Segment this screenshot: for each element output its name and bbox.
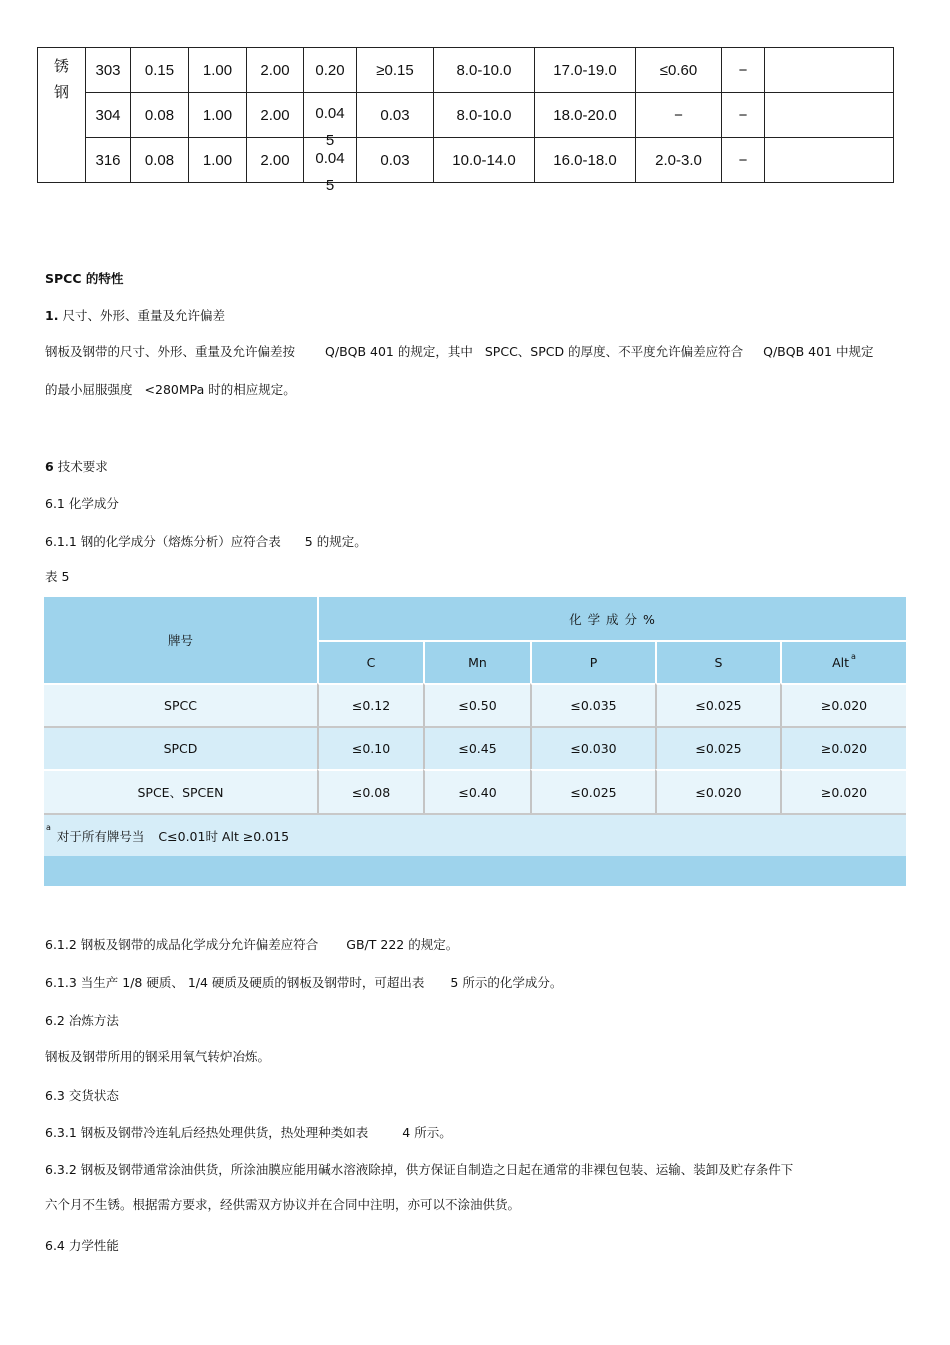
table-cell: ≤0.08 bbox=[317, 769, 423, 813]
section-number: 1. bbox=[45, 308, 59, 323]
section-6-1-heading: 6.1 化学成分 bbox=[45, 496, 119, 511]
table-cell: 2.00 bbox=[247, 93, 304, 138]
stainless-steel-table bbox=[37, 47, 894, 194]
text-fragment: 5 所示的化学成分。 bbox=[450, 975, 563, 990]
table-cell: 0.03 bbox=[357, 93, 434, 138]
footnote-marker: a bbox=[46, 823, 51, 832]
text-fragment: 5 的规定。 bbox=[304, 534, 367, 549]
table-cell: ≤0.025 bbox=[655, 683, 780, 726]
table-cell: ≥0.020 bbox=[780, 683, 906, 726]
column-header-s: S bbox=[655, 640, 780, 683]
paragraph-line: 6.3.2 钢板及钢带通常涂油供货，所涂油膜应能用碱水溶液除掉，供方保证自制造之日起在通常的非裸包包装、运输、装卸及贮存条件下 bbox=[45, 1162, 794, 1177]
table-cell: 0.03 bbox=[357, 138, 434, 183]
table-row bbox=[38, 138, 894, 183]
table-cell: ≤0.025 bbox=[655, 726, 780, 769]
paragraph-line bbox=[45, 935, 458, 953]
table-cell: − bbox=[722, 48, 765, 93]
table-cell: 303 bbox=[86, 48, 131, 93]
text-fragment: SPCC、SPCD 的厚度、不平度允许偏差应符合 bbox=[484, 344, 744, 359]
text-fragment: 的最小屈服强度 bbox=[45, 382, 133, 397]
table-cell: ≤0.45 bbox=[423, 726, 530, 769]
table-footnote bbox=[44, 813, 906, 856]
table-cell: ≤0.10 bbox=[317, 726, 423, 769]
table-cell: 8.0-10.0 bbox=[434, 48, 535, 93]
table-row bbox=[38, 48, 894, 93]
column-label: Alt bbox=[832, 655, 850, 670]
paragraph-line bbox=[45, 380, 296, 398]
table-row bbox=[38, 93, 894, 138]
table-cell: ≤0.60 bbox=[636, 48, 722, 93]
table-cell bbox=[765, 93, 894, 138]
table-cell: 1.00 bbox=[189, 138, 247, 183]
footnote-marker: a bbox=[851, 652, 856, 661]
table-cell bbox=[304, 138, 357, 194]
table-cell: ≤0.025 bbox=[530, 769, 655, 813]
table-caption: 表 5 bbox=[45, 569, 70, 584]
table-cell: ≤0.035 bbox=[530, 683, 655, 726]
paragraph-line bbox=[45, 342, 873, 360]
table-cell: ≤0.50 bbox=[423, 683, 530, 726]
text-fragment: Q/BQB 401 中规定 bbox=[763, 344, 874, 359]
table-cell: 0.08 bbox=[131, 138, 189, 183]
table-cell: − bbox=[722, 93, 765, 138]
table-cell: 2.00 bbox=[247, 48, 304, 93]
table-cell: ≤0.12 bbox=[317, 683, 423, 726]
section-1-heading bbox=[45, 306, 225, 324]
text-fragment: GB/T 222 的规定。 bbox=[346, 937, 459, 952]
table-cell: 0.15 bbox=[131, 48, 189, 93]
table-cell: 8.0-10.0 bbox=[434, 93, 535, 138]
table-cell: ≥0.020 bbox=[780, 769, 906, 813]
table-cell: ≥0.15 bbox=[357, 48, 434, 93]
table-cell: − bbox=[722, 138, 765, 183]
section-number: 6 bbox=[45, 459, 54, 474]
cell-text: 0.04 5 bbox=[315, 105, 345, 149]
table-row-brand: SPCD bbox=[44, 726, 317, 769]
section-6-3-heading: 6.3 交货状态 bbox=[45, 1088, 119, 1103]
table-row-brand: SPCE、SPCEN bbox=[44, 769, 317, 813]
column-header-alt bbox=[780, 640, 906, 683]
table-cell: 304 bbox=[86, 93, 131, 138]
section-title: 尺寸、外形、重量及允许偏差 bbox=[62, 308, 225, 323]
table-cell: 2.00 bbox=[247, 138, 304, 183]
footnote-text: C≤0.01时 Alt ≥0.015 bbox=[158, 828, 290, 844]
text-fragment: 6.1.1 钢的化学成分（熔炼分析）应符合表 bbox=[45, 534, 281, 549]
text-fragment: 6.1.3 当生产 1/8 硬质、 1/4 硬质及硬质的钢板及钢带时，可超出表 bbox=[45, 975, 425, 990]
table-cell: 16.0-18.0 bbox=[535, 138, 636, 183]
table-cell: − bbox=[636, 93, 722, 138]
text-fragment: 6.1.2 钢板及钢带的成品化学成分允许偏差应符合 bbox=[45, 937, 319, 952]
table-cell: 10.0-14.0 bbox=[434, 138, 535, 183]
composition-group-header: 化 学 成 分 % bbox=[317, 597, 906, 640]
brand-header: 牌号 bbox=[44, 597, 317, 683]
category-cell bbox=[38, 48, 86, 183]
table-cell: 2.0-3.0 bbox=[636, 138, 722, 183]
section-title: 技术要求 bbox=[57, 459, 108, 474]
section-6-heading bbox=[45, 457, 108, 475]
table-cell: 1.00 bbox=[189, 93, 247, 138]
spcc-heading: SPCC 的特性 bbox=[45, 271, 124, 286]
table-cell: 1.00 bbox=[189, 48, 247, 93]
text-fragment: Q/BQB 401 的规定，其中 bbox=[325, 344, 473, 359]
paragraph-line bbox=[45, 1123, 452, 1141]
text-fragment: 钢板及钢带的尺寸、外形、重量及允许偏差按 bbox=[45, 344, 296, 359]
column-header-p: P bbox=[530, 640, 655, 683]
table-cell bbox=[765, 138, 894, 183]
category-label: 锈 钢 bbox=[53, 58, 69, 101]
table-cell: ≤0.40 bbox=[423, 769, 530, 813]
section-6-2-heading: 6.2 冶炼方法 bbox=[45, 1013, 119, 1028]
paragraph-line: 钢板及钢带所用的钢采用氧气转炉冶炼。 bbox=[45, 1049, 271, 1064]
table-cell: ≤0.030 bbox=[530, 726, 655, 769]
table-cell bbox=[304, 93, 357, 149]
table-row-brand: SPCC bbox=[44, 683, 317, 726]
section-6-4-heading: 6.4 力学性能 bbox=[45, 1238, 119, 1253]
column-header-c: C bbox=[317, 640, 423, 683]
paragraph-line: 六个月不生锈。根据需方要求，经供需双方协议并在合同中注明，亦可以不涂油供货。 bbox=[45, 1197, 521, 1212]
paragraph-line bbox=[45, 973, 562, 991]
table-cell: ≤0.020 bbox=[655, 769, 780, 813]
text-fragment: <280MPa 时的相应规定。 bbox=[144, 382, 296, 397]
table-cell bbox=[765, 48, 894, 93]
table-cell: 316 bbox=[86, 138, 131, 183]
cell-text: 0.04 5 bbox=[315, 150, 345, 194]
text-fragment: 4 所示。 bbox=[402, 1125, 452, 1140]
text-fragment: 6.3.1 钢板及钢带冷连轧后经热处理供货，热处理种类如表 bbox=[45, 1125, 369, 1140]
table-cell: 0.20 bbox=[304, 48, 357, 93]
table-cell: ≥0.020 bbox=[780, 726, 906, 769]
footnote-text: 对于所有牌号当 bbox=[56, 828, 145, 844]
paragraph-line bbox=[45, 532, 367, 550]
table-cell: 17.0-19.0 bbox=[535, 48, 636, 93]
table-bottom-band bbox=[44, 856, 906, 886]
column-header-mn: Mn bbox=[423, 640, 530, 683]
table-cell: 0.08 bbox=[131, 93, 189, 138]
table-cell: 18.0-20.0 bbox=[535, 93, 636, 138]
